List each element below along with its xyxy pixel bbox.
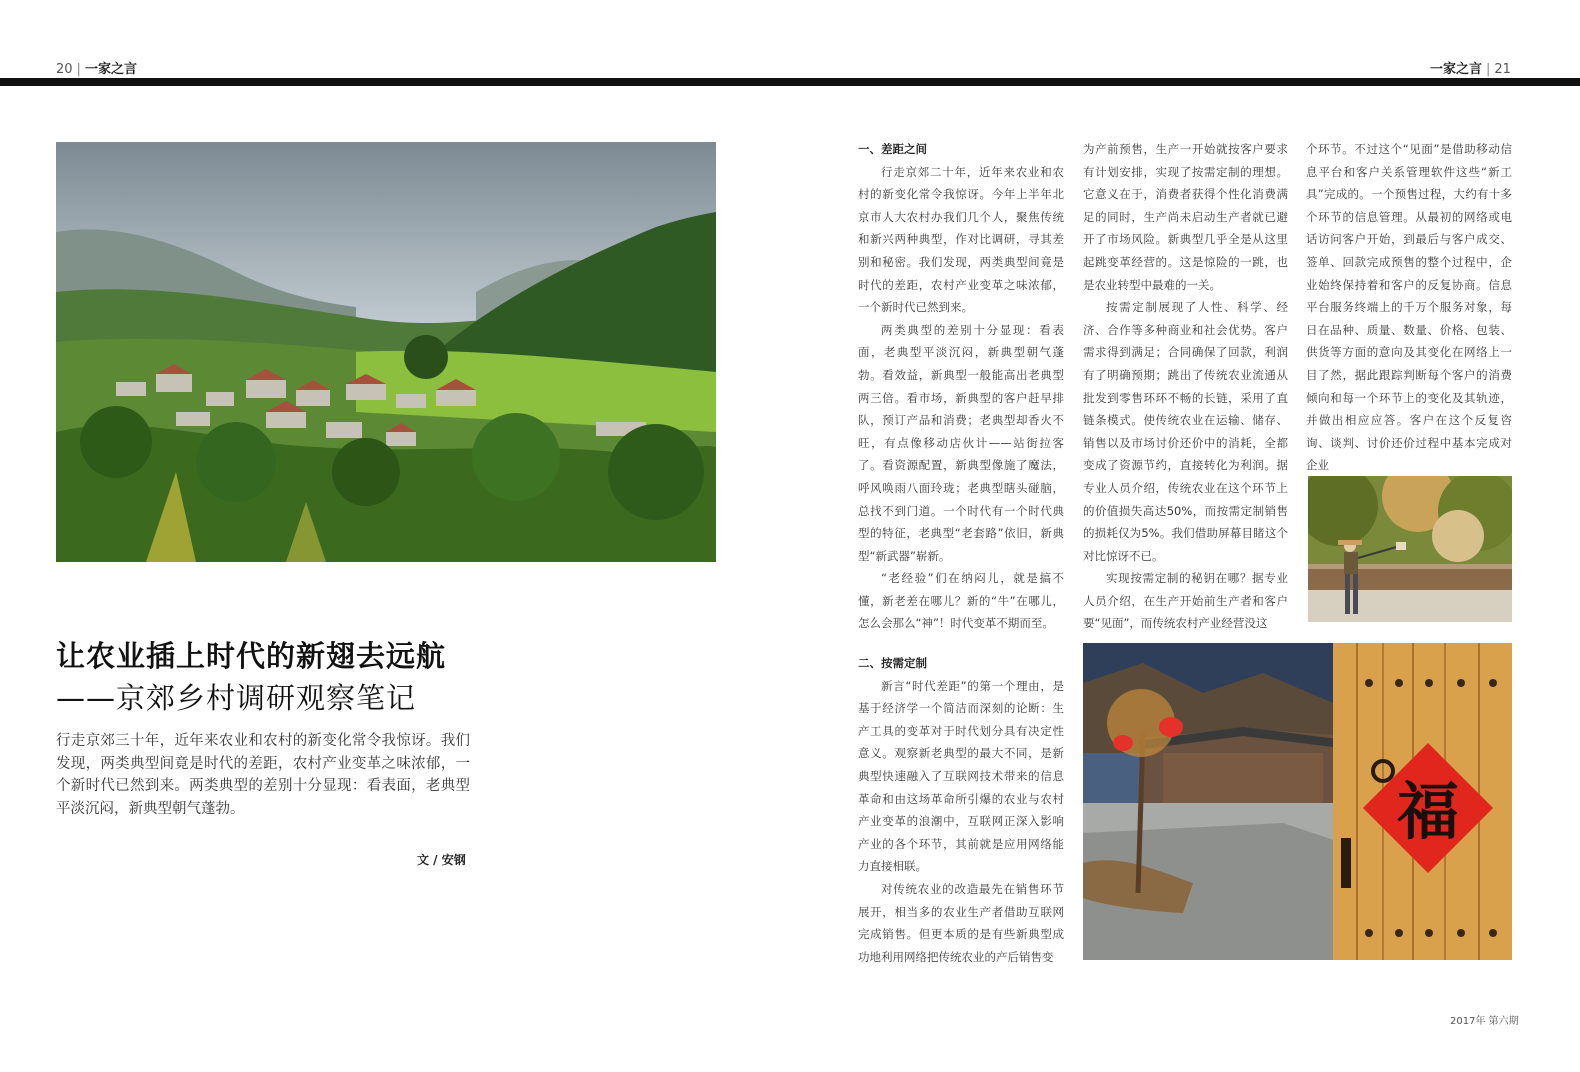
- fu-character: 福: [1396, 775, 1460, 848]
- text-column-1: [858, 138, 1064, 635]
- body-paragraph: “老经验”们在纳闷儿，就是搞不懂，新老差在哪儿？新的“牛”在哪儿，怎么会那么“神”！时代变革不期而至。: [858, 571, 1064, 631]
- right-running-header: 一家之言 | 21: [1430, 62, 1511, 77]
- right-section-label: 一家之言: [1430, 62, 1483, 77]
- village-valley-photo: [56, 142, 716, 562]
- body-paragraph: 为产前预售，生产一开始就按客户要求有计划安排，实现了按需定制的理想。它意义在于，消费者获得个性化消费满足的同时，生产尚未启动生产者就已避开了市场风险。新典型几乎全是从这里起跳变革经营的。这是惊险的一跳，也是农业转型中最难的一关。: [1083, 142, 1288, 292]
- author-byline: 文 / 安钢: [417, 853, 466, 867]
- text-column-4: [858, 652, 1064, 968]
- section-heading-disparity: 一、差距之间: [858, 142, 927, 156]
- left-section-label: 一家之言: [84, 62, 137, 77]
- body-paragraph: 实现按需定制的秘钥在哪？据专业人员介绍，在生产开始前生产者和客户要“见面”，而传统农村产业经营没这: [1083, 571, 1288, 631]
- left-running-header: 20 | 一家之言: [56, 62, 137, 77]
- farmer-path-photo: [1308, 476, 1512, 622]
- issue-footer: 2017年 第六期: [1450, 1016, 1519, 1027]
- body-paragraph: 行走京郊二十年，近年来农业和农村的新变化常令我惊讶。今年上半年北京市人大农村办我们几个人，聚焦传统和新兴两种典型，作对比调研，寻其差别和秘密。我们发现，两类典型间竟是时代的差距，农村产业变革之味浓郁，一个新时代已然到来。: [858, 164, 1064, 315]
- section-heading-custom-order: 二、按需定制: [858, 656, 927, 670]
- body-paragraph: 新言“时代差距”的第一个理由，是基于经济学一个简洁而深刻的论断：生产工具的变革对于时代划分具有决定性意义。观察新老典型的最大不同，是新典型快速融入了互联网技术带来的信息革命和由这场革命所引爆的农业与农村产业变革的浪潮中，互联网正深入影响产业的各个环节，其前就是应用网络能力直接相联。: [858, 678, 1064, 874]
- article-title: 让农业插上时代的新翅去远航: [56, 639, 447, 673]
- article-subtitle: ——京郊乡村调研观察笔记: [56, 681, 417, 715]
- body-paragraph: 个环节。不过这个“见面”是借助移动信息平台和客户关系管理软件这些“新工具”完成的。一个预售过程，大约有十多个环节的信息管理。从最初的网络或电话访问客户开始，到最后与客户成交、签单、回款完成预售的整个过程中，企业始终保持着和客户的反复协商。信息平台服务终端上的千万个服务对象，每日在品种、质量、数量、价格、包装、供货等方面的意向及其变化在网络上一目了然，据此跟踪判断每个客户的消费倾向和每一个环节上的变化及其轨迹，并做出相应应答。客户在这个反复咨询、谈判、讨价还价过程中基本完成对企业: [1306, 142, 1512, 473]
- courtyard-fu-door-photo: [1083, 643, 1512, 960]
- body-paragraph: 按需定制展现了人性、科学、经济、合作等多种商业和社会优势。客户需求得到满足；合同确保了回款，利润有了明确预期；跳出了传统农业流通从批发到零售环环不畅的长链，采用了直链条模式。使传统农业在运输、储存、销售以及市场讨价还价中的消耗，全都变成了资源节约，直接转化为利润。据专业人员介绍，传统农业在这个环节上的价值损失高达50%，而按需定制销售的损耗仅为5%。我们借助屏幕目睹这个对比惊讶不已。: [1083, 300, 1288, 563]
- text-column-3: [1306, 138, 1512, 477]
- text-column-2: [1083, 138, 1288, 635]
- body-paragraph: 两类典型的差别十分显现：看表面，老典型平淡沉闷，新典型朝气蓬勃。看效益，新典型一般能高出老典型两三倍。看市场，新典型的客户赶早排队，预订产品和消费；老典型却香火不旺，有点像移动店伙计——站街拉客了。看资源配置，新典型像施了魔法，呼风唤雨八面玲珑；老典型瞎头碰脑，总找不到门道。一个时代有一个时代典型的特征，老典型“老套路”依旧，新典型“新武器”崭新。: [858, 322, 1064, 563]
- right-page-number: 21: [1494, 62, 1511, 77]
- left-page-number: 20: [56, 62, 73, 77]
- body-paragraph: 对传统农业的改造最先在销售环节展开，相当多的农业生产者借助互联网完成销售。但更本质的是有些新典型成功地利用网络把传统农业的产后销售变: [858, 881, 1064, 964]
- header-rule: [0, 78, 1580, 86]
- article-lead-paragraph: 行走京郊三十年，近年来农业和农村的新变化常令我惊讶。我们发现，两类典型间竟是时代的差距，农村产业变革之味浓郁，一个新时代已然到来。两类典型的差别十分显现：看表面，老典型平淡沉闷，新典型朝气蓬勃。: [56, 733, 470, 817]
